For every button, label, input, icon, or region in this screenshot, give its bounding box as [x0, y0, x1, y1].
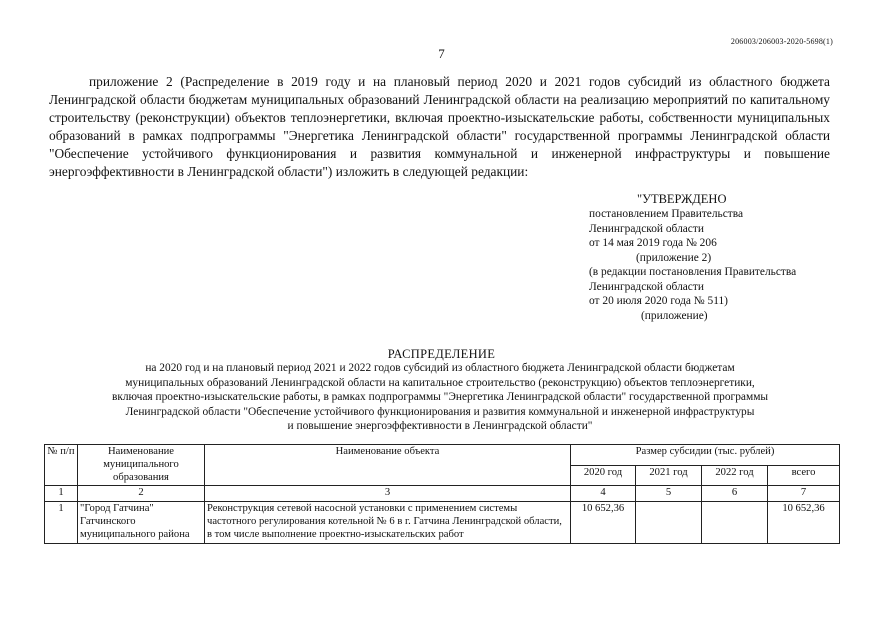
subtitle-line: и повышение энергоэффективности в Ленинградской области"	[287, 420, 593, 433]
approval-line: Ленинградской области	[589, 222, 704, 235]
header-2022: 2022 год	[702, 465, 768, 486]
column-number: 5	[636, 486, 702, 502]
row-2021	[636, 502, 702, 543]
row-municipality: "Город Гатчина" Гатчинского муниципального района	[78, 502, 205, 543]
approval-stamp	[589, 191, 849, 323]
row-total: 10 652,36	[768, 502, 840, 543]
approval-line: Ленинградской области	[589, 280, 704, 293]
approval-line: (в редакции постановления Правительства	[589, 266, 797, 278]
row-num: 1	[45, 502, 78, 543]
column-number: 3	[205, 486, 571, 502]
distribution-title: РАСПРЕДЕЛЕНИЕ	[387, 347, 496, 361]
approval-line: постановлением Правительства	[589, 208, 744, 220]
distribution-subtitle	[80, 361, 800, 434]
subsidy-table	[44, 444, 840, 544]
approval-title: "УТВЕРЖДЕНО	[637, 192, 727, 206]
subtitle-line: муниципальных образований Ленинградской области на капитальное строительство (реконструкцию) объектов теплоэнергетики,	[125, 376, 755, 389]
column-number: 1	[45, 486, 78, 502]
header-object: Наименование объекта	[205, 445, 571, 486]
column-number: 6	[702, 486, 768, 502]
row-object: Реконструкция сетевой насосной установки с применением системы частотного регулирования котельной № 6 в г. Гатчина Ленинградской области, в том числе выполнение проектно-изыскательских работ	[205, 502, 571, 543]
approval-line: (приложение)	[641, 309, 708, 322]
header-subsidy: Размер субсидии (тыс. рублей)	[571, 445, 840, 466]
column-number: 7	[768, 486, 840, 502]
column-number: 2	[78, 486, 205, 502]
row-2020: 10 652,36	[571, 502, 636, 543]
column-number: 4	[571, 486, 636, 502]
subtitle-line: Ленинградской области "Обеспечение устойчивого функционирования и развития коммунальной и инженерной инфраструктуры	[125, 405, 755, 418]
header-2021: 2021 год	[636, 465, 702, 486]
intro-paragraph: приложение 2 (Распределение в 2019 году и на плановый период 2020 и 2021 годов субсидий из областного бюджета Ленинградской области бюджетам муниципальных образований Ленинградской области на реализацию мероприятий по капитальному строительству (реконструкции) объектов теплоэнергетики, включая проектно-изыскательские работы, собственности муниципальных образований в рамках подпрограммы "Энергетика Ленинградской области" государственной программы Ленинградской области "Обеспечение устойчивого функционирования и развития коммунальной и инженерной инфраструктуры и повышение энергоэффективности в Ленинградской области") изложить в следующей редакции:	[49, 74, 830, 179]
header-2020: 2020 год	[571, 465, 636, 486]
header-municipality: Наименование муниципального образования	[78, 445, 205, 486]
header-total: всего	[768, 465, 840, 486]
document-id: 206003/206003-2020-5698(1)	[730, 37, 833, 46]
approval-line: (приложение 2)	[636, 251, 712, 264]
row-2022	[702, 502, 768, 543]
header-num: № п/п	[45, 445, 78, 486]
page-number: 7	[438, 46, 445, 61]
approval-line: от 14 мая 2019 года № 206	[589, 237, 717, 249]
column-number-row	[45, 486, 840, 502]
approval-line: от 20 июля 2020 года № 511)	[589, 295, 728, 307]
subtitle-line: на 2020 год и на плановый период 2021 и 2022 годов субсидий из областного бюджета Ленинградской области бюджетам	[145, 362, 735, 374]
subtitle-line: включая проектно-изыскательские работы, в рамках подпрограммы "Энергетика Ленинградской области" государственной программы	[111, 391, 769, 404]
table-row	[45, 502, 840, 543]
